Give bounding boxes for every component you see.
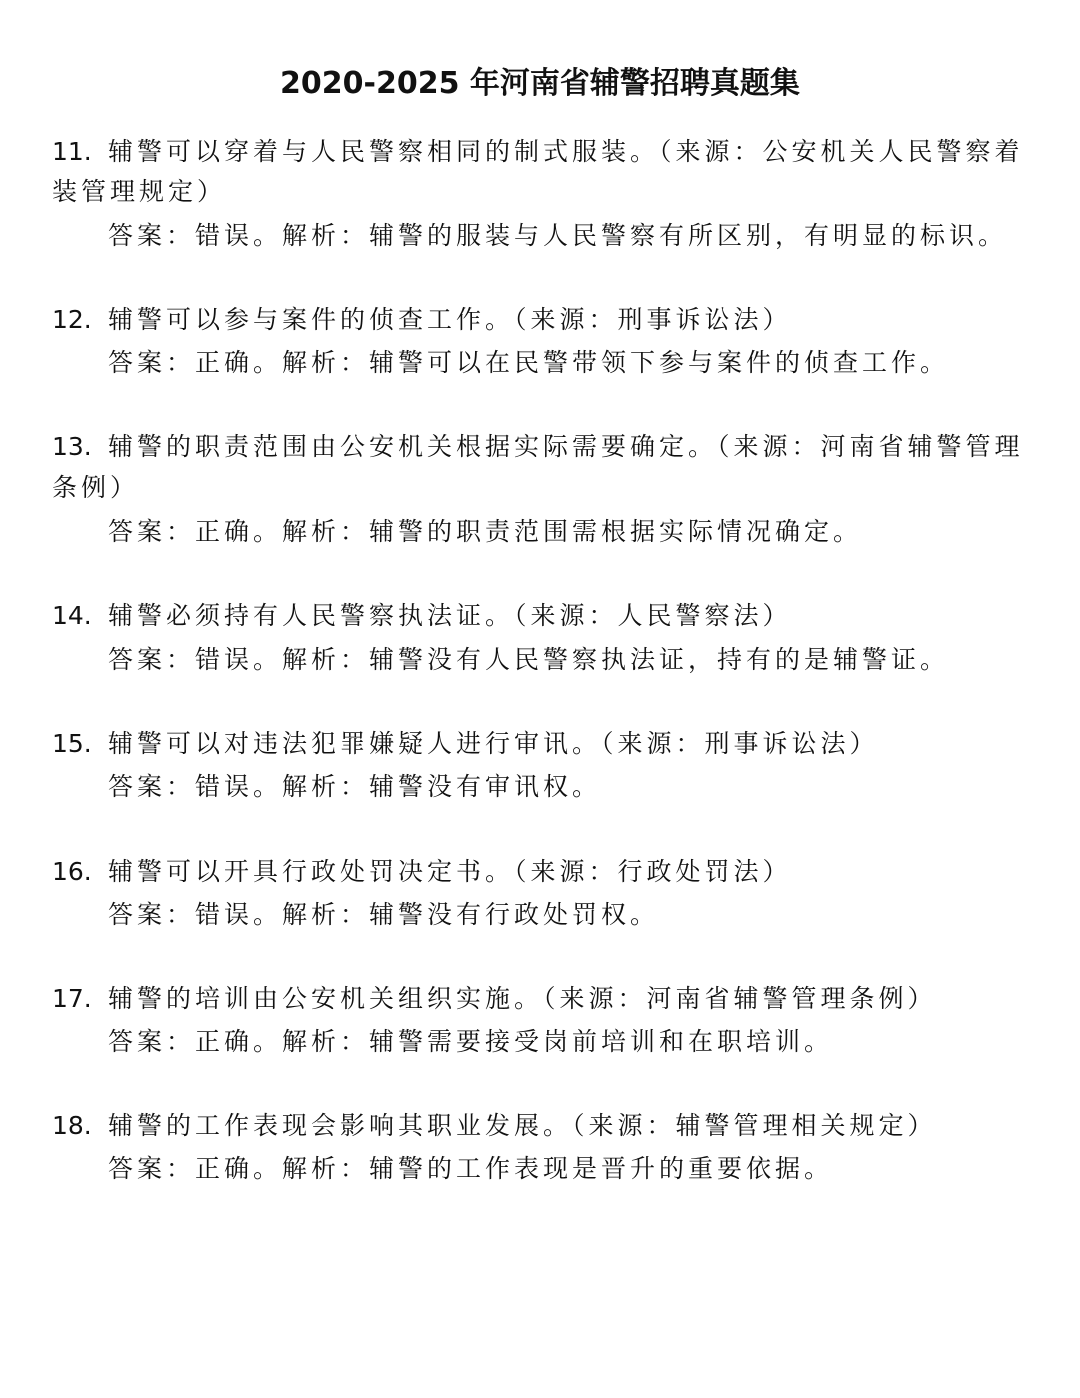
question-text: 辅警必须持有人民警察执法证。（来源：人民警察法） — [108, 601, 792, 630]
question-13 — [52, 427, 1032, 467]
question-15 — [52, 724, 1032, 764]
question-text: 辅警的培训由公安机关组织实施。（来源：河南省辅警管理条例） — [108, 984, 937, 1013]
question-number: 14. — [52, 601, 92, 630]
question-18 — [52, 1106, 1032, 1146]
question-number: 13. — [52, 432, 92, 461]
question-number: 12. — [52, 305, 92, 334]
question-text: 辅警的工作表现会影响其职业发展。（来源：辅警管理相关规定） — [108, 1111, 937, 1140]
question-text: 辅警可以参与案件的侦查工作。（来源：刑事诉讼法） — [108, 305, 792, 334]
answer-15: 答案：错误。解析：辅警没有审讯权。 — [108, 772, 602, 801]
question-13-continued — [52, 468, 1032, 508]
question-number: 18. — [52, 1111, 92, 1140]
question-12 — [52, 300, 1032, 340]
question-text-continued: 条例） — [52, 473, 140, 502]
question-11 — [52, 132, 1032, 172]
question-text: 辅警可以穿着与人民警察相同的制式服装。（来源：公安机关人民警察着 — [108, 137, 1024, 166]
question-text: 辅警的职责范围由公安机关根据实际需要确定。（来源：河南省辅警管理 — [108, 432, 1024, 461]
answer-17: 答案：正确。解析：辅警需要接受岗前培训和在职培训。 — [108, 1027, 834, 1056]
question-11-continued — [52, 172, 1032, 212]
answer-18: 答案：正确。解析：辅警的工作表现是晋升的重要依据。 — [108, 1154, 834, 1183]
answer-13: 答案：正确。解析：辅警的职责范围需根据实际情况确定。 — [108, 517, 863, 546]
answer-11: 答案：错误。解析：辅警的服装与人民警察有所区别，有明显的标识。 — [108, 221, 1008, 250]
answer-16: 答案：错误。解析：辅警没有行政处罚权。 — [108, 900, 660, 929]
question-16 — [52, 852, 1032, 892]
question-number: 17. — [52, 984, 92, 1013]
question-number: 11. — [52, 137, 92, 166]
question-text-continued: 装管理规定） — [52, 177, 227, 206]
question-number: 15. — [52, 729, 92, 758]
question-number: 16. — [52, 857, 92, 886]
answer-14: 答案：错误。解析：辅警没有人民警察执法证，持有的是辅警证。 — [108, 645, 950, 674]
question-text: 辅警可以对违法犯罪嫌疑人进行审讯。（来源：刑事诉讼法） — [108, 729, 879, 758]
question-text: 辅警可以开具行政处罚决定书。（来源：行政处罚法） — [108, 857, 792, 886]
answer-12: 答案：正确。解析：辅警可以在民警带领下参与案件的侦查工作。 — [108, 348, 950, 377]
question-17 — [52, 979, 1032, 1019]
question-14 — [52, 596, 1032, 636]
document-title: 2020-2025 年河南省辅警招聘真题集 — [280, 66, 800, 101]
